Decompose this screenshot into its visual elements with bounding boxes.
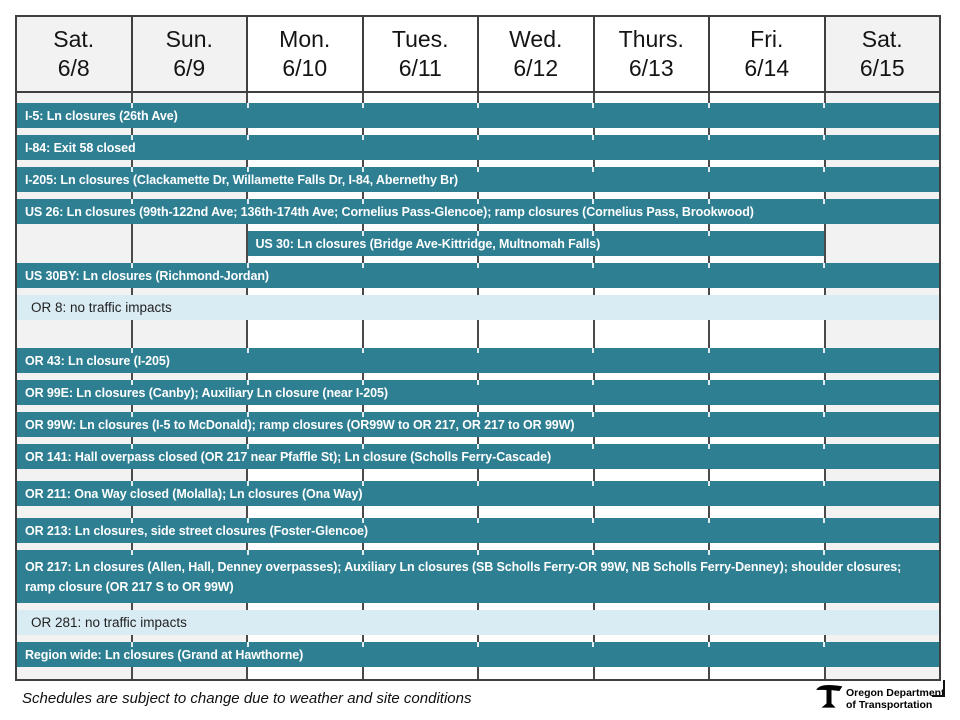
header-row [17, 17, 939, 93]
column-tick [823, 135, 825, 140]
day-header-cell [710, 17, 826, 91]
column-tick [362, 167, 364, 172]
column-tick [247, 199, 249, 204]
closure-row [17, 412, 939, 437]
column-tick [708, 231, 710, 236]
column-tick [247, 135, 249, 140]
table-corner-artifact [932, 680, 945, 697]
column-tick [477, 550, 479, 555]
column-tick [362, 550, 364, 555]
column-tick [362, 380, 364, 385]
day-label: Thurs. [618, 26, 684, 52]
day-date: 6/9 [173, 55, 206, 81]
column-tick [708, 348, 710, 353]
closure-bar [17, 103, 939, 128]
closure-row [17, 348, 939, 373]
column-tick [823, 412, 825, 417]
column-tick [247, 518, 249, 523]
no-impact-row: OR 281: no traffic impacts [17, 610, 939, 635]
column-tick [247, 642, 249, 647]
day-date: 6/14 [744, 55, 790, 81]
closure-bar [17, 167, 939, 192]
column-tick [592, 412, 594, 417]
column-tick [477, 481, 479, 486]
day-header-cell [364, 17, 480, 91]
column-tick [247, 550, 249, 555]
closure-bar-label: OR 99E: Ln closures (Canby); Auxiliary Ln closure (near I-205) [25, 385, 388, 400]
day-header-cell [595, 17, 711, 91]
closure-bar-label: US 26: Ln closures (99th-122nd Ave; 136th-174th Ave; Cornelius Pass-Glencoe); ramp closures (Cornelius Pass, Brookwood) [25, 204, 754, 219]
closure-row [17, 550, 939, 603]
column-tick [362, 263, 364, 268]
closure-bar-label: OR 99W: Ln closures (I-5 to McDonald); ramp closures (OR99W to OR 217, OR 217 to OR 99W) [25, 417, 575, 432]
closure-bar-label: OR 217: Ln closures (Allen, Hall, Denney overpasses); Auxiliary Ln closures (SB Scholls Ferry-OR 99W, NB Scholls Ferry-Denney); shoulder closures; ramp closure (OR 217 S to OR 99W) [25, 560, 902, 594]
column-tick [247, 348, 249, 353]
column-tick [823, 380, 825, 385]
column-tick [362, 481, 364, 486]
column-tick [131, 642, 133, 647]
column-tick [477, 348, 479, 353]
closure-bar-label: US 30: Ln closures (Bridge Ave-Kittridge, Multnomah Falls) [255, 236, 601, 251]
column-tick [823, 518, 825, 523]
closure-bar [17, 199, 939, 224]
schedule-body [17, 93, 939, 679]
day-date: 6/12 [513, 55, 559, 81]
column-tick [708, 167, 710, 172]
column-tick [592, 518, 594, 523]
day-label: Sun. [165, 26, 213, 52]
column-tick [131, 380, 133, 385]
odot-logo-text [846, 688, 945, 711]
day-header-cell [826, 17, 940, 91]
column-tick [131, 518, 133, 523]
closure-row [17, 481, 939, 506]
column-tick [477, 444, 479, 449]
column-tick [362, 642, 364, 647]
closure-row [17, 135, 939, 160]
day-header-cell [17, 17, 133, 91]
column-tick [823, 444, 825, 449]
day-date: 6/10 [282, 55, 328, 81]
column-tick [823, 167, 825, 172]
day-header-cell [133, 17, 249, 91]
closure-bar-label: I-5: Ln closures (26th Ave) [25, 108, 178, 123]
closure-bar [17, 481, 939, 506]
closure-bar-label: I-84: Exit 58 closed [25, 140, 136, 155]
column-tick [131, 412, 133, 417]
closure-row [17, 380, 939, 405]
column-tick [247, 380, 249, 385]
column-tick [247, 444, 249, 449]
column-tick [823, 642, 825, 647]
closure-bar-label: OR 141: Hall overpass closed (OR 217 near Pfaffle St); Ln closure (Scholls Ferry-Cascade) [25, 449, 552, 464]
closure-bar [17, 444, 939, 469]
column-tick [477, 412, 479, 417]
column-tick [708, 412, 710, 417]
schedule-table [15, 15, 941, 681]
column-tick [592, 481, 594, 486]
day-label: Mon. [279, 26, 331, 52]
column-tick [477, 103, 479, 108]
closure-bar [17, 348, 939, 373]
closure-bar [248, 231, 824, 256]
column-tick [592, 380, 594, 385]
column-tick [708, 481, 710, 486]
column-tick [708, 444, 710, 449]
closure-row [17, 103, 939, 128]
footer-note: Schedules are subject to change due to weather and site conditions [22, 690, 472, 707]
odot-logo-line1: Oregon Department [846, 687, 945, 699]
closure-bar-label: I-205: Ln closures (Clackamette Dr, Willamette Falls Dr, I-84, Abernethy Br) [25, 172, 458, 187]
column-tick [708, 380, 710, 385]
closure-bar-label: Region wide: Ln closures (Grand at Hawthorne) [25, 647, 304, 662]
day-date: 6/13 [628, 55, 674, 81]
column-tick [592, 550, 594, 555]
closure-row [17, 263, 939, 288]
column-tick [708, 642, 710, 647]
day-label: Tues. [391, 26, 449, 52]
column-tick [708, 199, 710, 204]
day-date: 6/8 [57, 55, 90, 81]
column-tick [823, 348, 825, 353]
odot-logo-line2: of Transportation [846, 698, 933, 711]
column-tick [592, 135, 594, 140]
closure-row [17, 199, 939, 224]
closure-bar [17, 550, 939, 603]
column-tick [592, 642, 594, 647]
column-tick [477, 518, 479, 523]
column-tick [131, 103, 133, 108]
column-tick [592, 103, 594, 108]
column-tick [477, 380, 479, 385]
column-tick [477, 642, 479, 647]
column-tick [362, 231, 364, 236]
closure-bar [17, 135, 939, 160]
closure-row [17, 231, 939, 256]
column-tick [823, 481, 825, 486]
column-tick [131, 348, 133, 353]
closure-bar-label: OR 211: Ona Way closed (Molalla); Ln closures (Ona Way) [25, 486, 363, 501]
column-tick [131, 263, 133, 268]
day-label: Wed. [509, 26, 563, 52]
column-tick [823, 199, 825, 204]
day-label: Sat. [861, 26, 903, 52]
column-tick [362, 199, 364, 204]
column-tick [362, 103, 364, 108]
column-tick [708, 263, 710, 268]
closure-bar-label: US 30BY: Ln closures (Richmond-Jordan) [25, 268, 269, 283]
column-tick [362, 412, 364, 417]
column-tick [477, 231, 479, 236]
column-tick [247, 167, 249, 172]
column-tick [477, 167, 479, 172]
column-tick [131, 481, 133, 486]
column-tick [823, 103, 825, 108]
closure-bar [17, 642, 939, 667]
closure-row [17, 518, 939, 543]
column-tick [592, 263, 594, 268]
closure-bar [17, 263, 939, 288]
day-label: Fri. [750, 26, 784, 52]
column-tick [592, 444, 594, 449]
closure-bar [17, 412, 939, 437]
day-date: 6/15 [859, 55, 905, 81]
day-header-cell [248, 17, 364, 91]
column-tick [823, 263, 825, 268]
column-tick [823, 550, 825, 555]
column-tick [477, 199, 479, 204]
column-tick [592, 231, 594, 236]
odot-logo-icon [814, 681, 844, 711]
column-tick [131, 199, 133, 204]
closure-bar-label: OR 213: Ln closures, side street closures (Foster-Glencoe) [25, 523, 368, 538]
closure-row [17, 444, 939, 469]
column-tick [247, 481, 249, 486]
day-date: 6/11 [398, 55, 442, 81]
empty-row [17, 327, 939, 341]
closure-bar-label: OR 43: Ln closure (I-205) [25, 353, 170, 368]
column-tick [708, 103, 710, 108]
column-tick [362, 348, 364, 353]
column-tick [131, 550, 133, 555]
closure-row [17, 642, 939, 667]
column-tick [247, 263, 249, 268]
closure-bar [17, 518, 939, 543]
column-tick [477, 135, 479, 140]
column-tick [247, 103, 249, 108]
column-tick [131, 444, 133, 449]
day-header-cell [479, 17, 595, 91]
column-tick [592, 348, 594, 353]
no-impact-row: OR 8: no traffic impacts [17, 295, 939, 320]
column-tick [477, 263, 479, 268]
column-tick [131, 135, 133, 140]
odot-logo [814, 681, 945, 711]
column-tick [592, 199, 594, 204]
column-tick [362, 518, 364, 523]
column-tick [708, 135, 710, 140]
column-tick [708, 550, 710, 555]
column-tick [362, 135, 364, 140]
column-tick [247, 412, 249, 417]
closure-row [17, 167, 939, 192]
schedule-rows [17, 93, 939, 679]
day-label: Sat. [53, 26, 95, 52]
column-tick [708, 518, 710, 523]
empty-row [17, 674, 939, 679]
column-tick [131, 167, 133, 172]
column-tick [592, 167, 594, 172]
column-tick [362, 444, 364, 449]
closure-bar [17, 380, 939, 405]
